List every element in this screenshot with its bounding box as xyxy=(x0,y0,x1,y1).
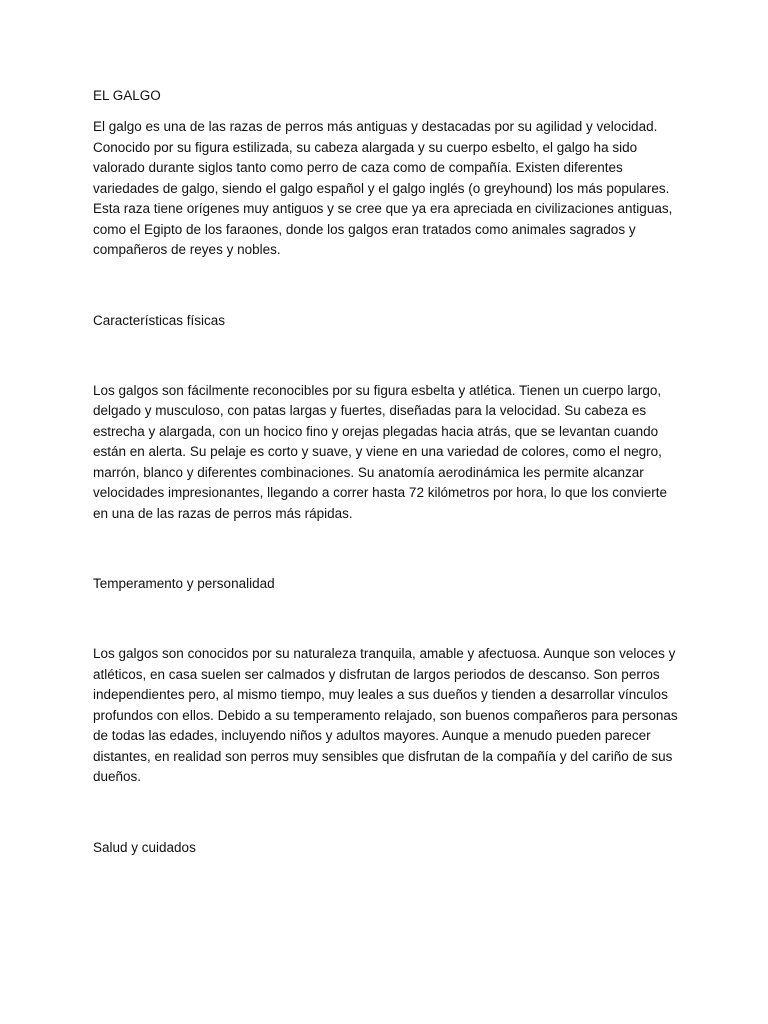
spacer xyxy=(93,331,678,381)
spacer xyxy=(93,788,678,838)
section-heading-salud: Salud y cuidados xyxy=(93,839,196,855)
intro-paragraph: El galgo es una de las razas de perros más antiguas y destacadas por su agilidad y velocidad. Conocido por su figura estilizada, su cabeza alargada y su cuerpo esbelto, el galgo ha sido valorado durante siglos tanto como perro de caza como de compañía. Existen diferentes variedades de galgo, siendo el galgo español y el galgo inglés (o greyhound) los más populares. Esta raza tiene orígenes muy antiguos y se cree que ya era apreciada en civilizaciones antiguas, como el Egipto de los faraones, donde los galgos eran tratados como animales sagrados y compañeros de reyes y nobles. xyxy=(93,119,673,257)
spacer xyxy=(93,524,678,574)
document-title: EL GALGO xyxy=(93,88,161,103)
document-page xyxy=(93,86,678,858)
section-body-temperamento: Los galgos son conocidos por su naturaleza tranquila, amable y afectuosa. Aunque son veloces y atléticos, en casa suelen ser calmados y disfrutan de largos periodos de descanso. Son perros independientes pero, al mismo tiempo, muy leales a sus dueños y tienden a desarrollar vínculos profundos con ellos. Debido a su temperamento relajado, son buenos compañeros para personas de todas las edades, incluyendo niños y adultos mayores. Aunque a menudo pueden parecer distantes, en realidad son perros muy sensibles que disfrutan de la compañía y del cariño de sus dueños. xyxy=(93,646,678,784)
section-heading-temperamento: Temperamento y personalidad xyxy=(93,576,275,591)
spacer xyxy=(93,261,678,311)
spacer xyxy=(93,594,678,644)
section-heading-caracteristicas: Características físicas xyxy=(93,312,226,328)
section-body-caracteristicas: Los galgos son fácilmente reconocibles por su figura esbelta y atlética. Tienen un cuerpo largo, delgado y musculoso, con patas largas y fuertes, diseñadas para la velocidad. Su cabeza es estrecha y alargada, con un hocico fino y orejas plegadas hacia atrás, que se levantan cuando están en alerta. Su pelaje es corto y suave, y viene en una variedad de colores, como el negro, marrón, blanco y diferentes combinaciones. Su anatomía aerodinámica les permite alcanzar velocidades impresionantes, llegando a correr hasta 72 kilómetros por hora, lo que los convierte en una de las razas de perros más rápidas. xyxy=(93,382,668,521)
